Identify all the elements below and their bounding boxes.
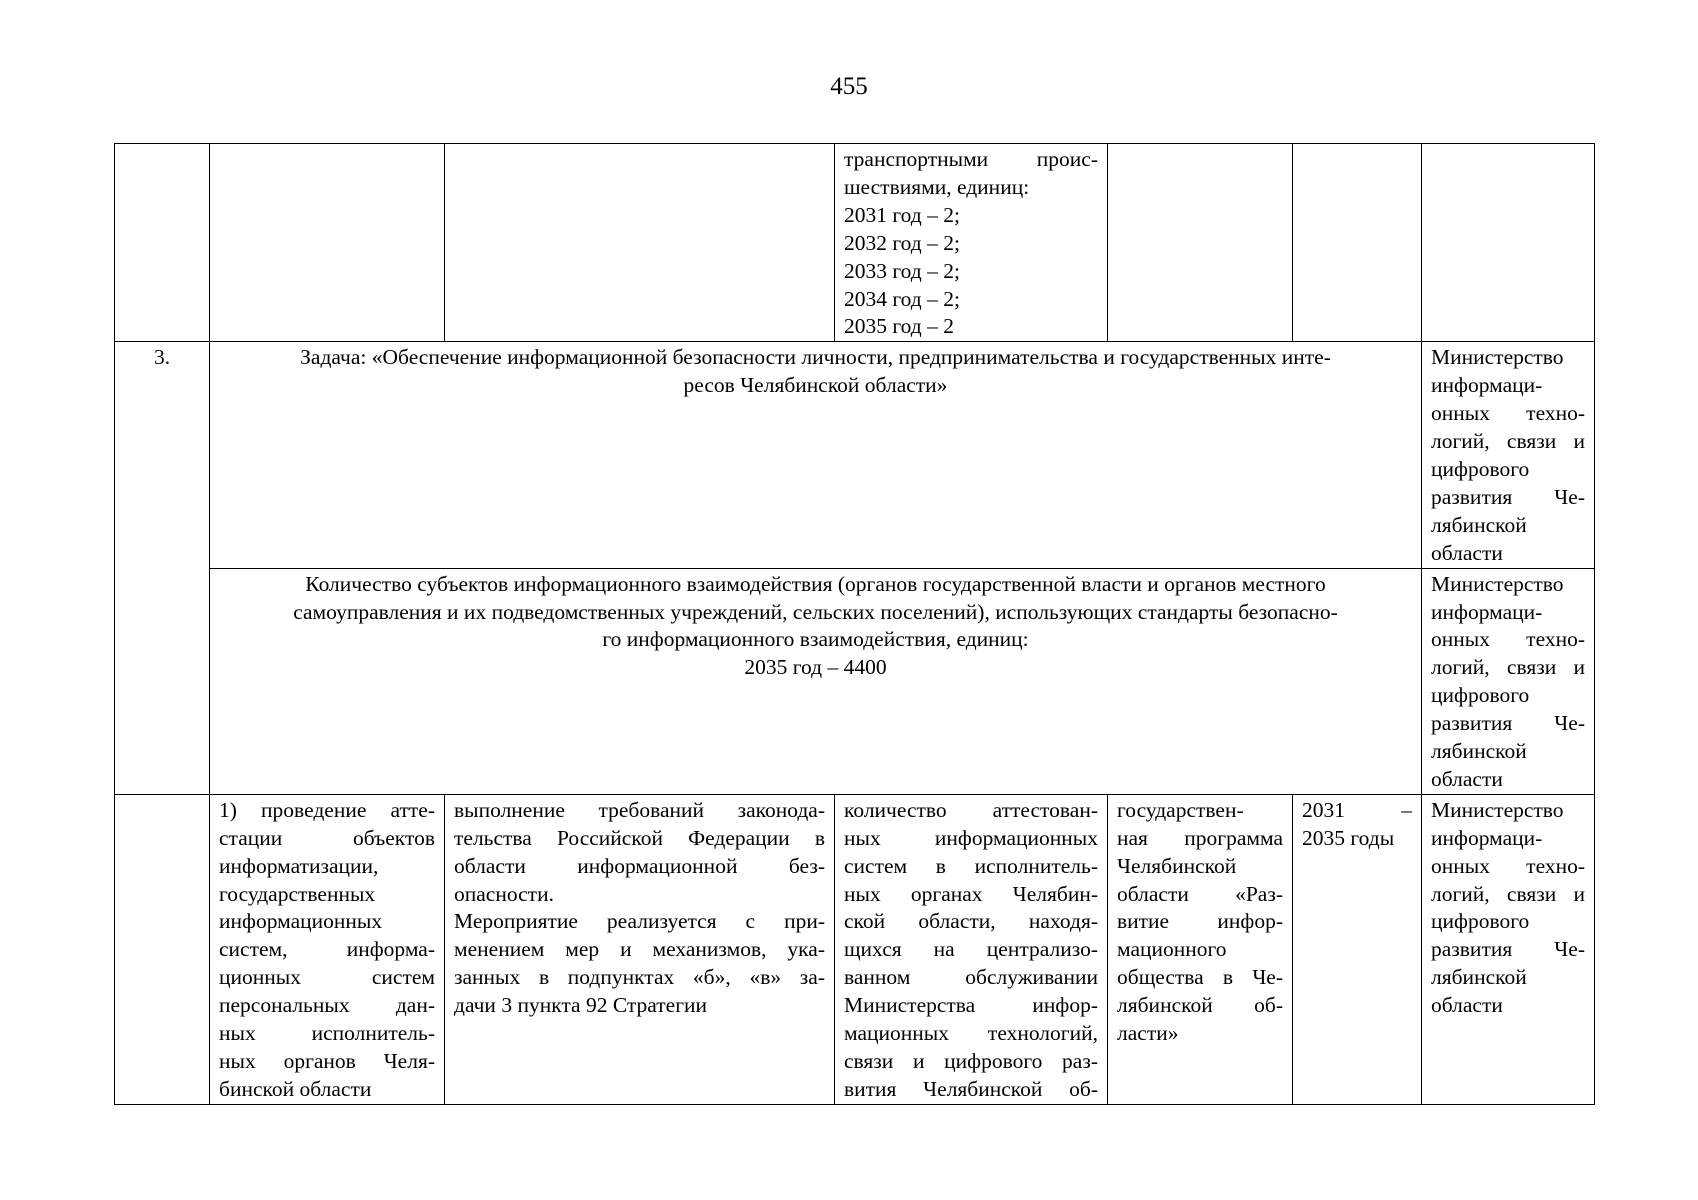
text-line: логий, связи и <box>1431 655 1585 680</box>
target-indicator-text <box>219 571 1412 683</box>
text-line: витие инфор- <box>1117 909 1283 934</box>
measure-name <box>210 794 445 1104</box>
text-line: 2035 год – 4400 <box>744 655 887 680</box>
program-table <box>114 143 1595 1105</box>
cell-responsible <box>1422 144 1595 342</box>
text-line: общества в Че- <box>1117 965 1283 990</box>
text-line: количество аттестован- <box>844 797 1098 822</box>
text-line: транспортными проис- <box>844 147 1098 171</box>
text-line: области <box>1431 766 1503 791</box>
text-line: информаци- <box>1431 373 1543 398</box>
text-line: выполнение требований законода- <box>454 797 825 822</box>
text-line: персональных дан- <box>219 993 435 1018</box>
measure-number <box>115 794 210 1104</box>
text-line: ционных систем <box>219 965 435 990</box>
task-responsible <box>1422 342 1595 568</box>
text-line: информационных <box>219 909 383 934</box>
text-line: Министерство <box>1431 571 1564 596</box>
text-line: самоуправления и их подведомственных учреждений, сельских поселений), использующих стандарты безопасно- <box>293 599 1338 624</box>
cell-description <box>445 144 835 342</box>
text-line: Количество субъектов информационного взаимодействия (органов государственной власти и органов местного <box>305 571 1326 596</box>
cell-number <box>115 144 210 342</box>
text-line: занных в подпунктах «б», «в» за- <box>454 965 825 990</box>
cell-program <box>1108 144 1293 342</box>
text-line: государствен- <box>1117 797 1244 822</box>
text-line: Министерство <box>1431 345 1564 370</box>
text-line: онных техно- <box>1431 627 1585 652</box>
text-line: стации объектов <box>219 825 435 850</box>
text-line: 2031 – <box>1302 797 1412 822</box>
text-line: ная программа <box>1117 825 1283 850</box>
text-line: мационного <box>1117 937 1227 962</box>
text-line: 2034 год – 2; <box>844 286 960 311</box>
text-line: области «Раз- <box>1117 881 1283 906</box>
cell-period <box>1293 144 1422 342</box>
task-title <box>210 342 1422 568</box>
measure-responsible <box>1422 794 1595 1104</box>
text-line: ных органах Челябин- <box>844 881 1098 906</box>
text-line: вития Челябинской об- <box>844 1076 1098 1101</box>
text-line: области <box>1431 993 1503 1018</box>
text-line: лябинской об- <box>1117 993 1283 1018</box>
text-line: развития Че- <box>1431 711 1585 736</box>
text-line: опасности. <box>454 881 554 906</box>
text-line: развития Че- <box>1431 484 1585 509</box>
text-line: дачи 3 пункта 92 Стратегии <box>454 993 708 1018</box>
table-row-continuation <box>115 144 1595 342</box>
text-line: цифрового <box>1431 456 1530 481</box>
target-indicator <box>210 568 1422 794</box>
text-line: ласти» <box>1117 1021 1179 1046</box>
text-line: го информационного взаимодействия, единиц: <box>602 627 1029 652</box>
text-line: систем, информа- <box>219 937 435 962</box>
text-line: цифрового <box>1431 683 1530 708</box>
text-line: ванном обслуживании <box>844 965 1098 990</box>
target-responsible <box>1422 568 1595 794</box>
measure-description-text <box>454 797 825 1020</box>
text-line: онных техно- <box>1431 853 1585 878</box>
text-line: ных исполнитель- <box>219 1021 435 1046</box>
table-row-target <box>115 568 1595 794</box>
text-line: менением мер и механизмов, ука- <box>454 937 825 962</box>
text-line: 2035 годы <box>1302 825 1395 850</box>
measure-description <box>445 794 835 1104</box>
text-line: лябинской <box>1431 965 1527 990</box>
target-responsible-text <box>1431 571 1585 794</box>
text-line: логий, связи и <box>1431 429 1585 454</box>
page-number: 455 <box>830 73 868 100</box>
text-line: щихся на централизо- <box>844 937 1098 962</box>
text-line: Министерства инфор- <box>844 993 1098 1018</box>
text-line: бинской области <box>219 1076 372 1101</box>
measure-indicator-text <box>844 797 1098 1104</box>
text-line: 2033 год – 2; <box>844 258 960 283</box>
text-line: ской области, находя- <box>844 909 1098 934</box>
task-responsible-text <box>1431 344 1585 567</box>
task-number: 3. <box>115 342 210 795</box>
text-line: Задача: «Обеспечение информационной безопасности личности, предпринимательства и государственных инте- <box>300 345 1331 370</box>
text-line: ных органов Челя- <box>219 1049 435 1073</box>
text-line: информатизации, <box>219 853 379 878</box>
text-line: логий, связи и <box>1431 881 1585 906</box>
text-line: области информационной без- <box>454 853 825 878</box>
text-line: ресов Челябинской области» <box>683 373 948 398</box>
text-line: онных техно- <box>1431 401 1585 426</box>
text-line: цифрового <box>1431 909 1530 934</box>
text-line: связи и цифрового раз- <box>844 1049 1098 1073</box>
text-line: информаци- <box>1431 599 1543 624</box>
table-row-task <box>115 342 1595 568</box>
indicator-text <box>844 146 1098 341</box>
cell-measure <box>210 144 445 342</box>
text-line: 1) проведение атте- <box>219 797 435 822</box>
measure-period <box>1293 794 1422 1104</box>
text-line: Мероприятие реализуется с при- <box>454 909 825 934</box>
text-line: лябинской <box>1431 512 1527 537</box>
measure-name-text <box>219 797 435 1104</box>
table-row-measure <box>115 794 1595 1104</box>
measure-period-text <box>1302 797 1412 853</box>
measure-responsible-text <box>1431 797 1585 1020</box>
text-line: лябинской <box>1431 739 1527 764</box>
text-line: развития Че- <box>1431 937 1585 962</box>
cell-indicator <box>835 144 1108 342</box>
text-line: тельства Российской Федерации в <box>454 825 825 850</box>
text-line: Челябинской <box>1117 853 1237 878</box>
measure-indicator <box>835 794 1108 1104</box>
text-line: 2035 год – 2 <box>844 314 954 339</box>
text-line: мационных технологий, <box>844 1021 1098 1046</box>
text-line: информаци- <box>1431 825 1543 850</box>
text-line: шествиями, единиц: <box>844 174 1030 199</box>
text-line: области <box>1431 540 1503 565</box>
text-line: Министерство <box>1431 797 1564 822</box>
text-line: ных информационных <box>844 825 1098 850</box>
text-line: 2032 год – 2; <box>844 230 960 255</box>
text-line: систем в исполнитель- <box>844 853 1098 878</box>
measure-program-text <box>1117 797 1283 1048</box>
text-line: 2031 год – 2; <box>844 202 960 227</box>
task-title-text <box>219 344 1412 400</box>
measure-program <box>1108 794 1293 1104</box>
text-line: государственных <box>219 881 376 906</box>
